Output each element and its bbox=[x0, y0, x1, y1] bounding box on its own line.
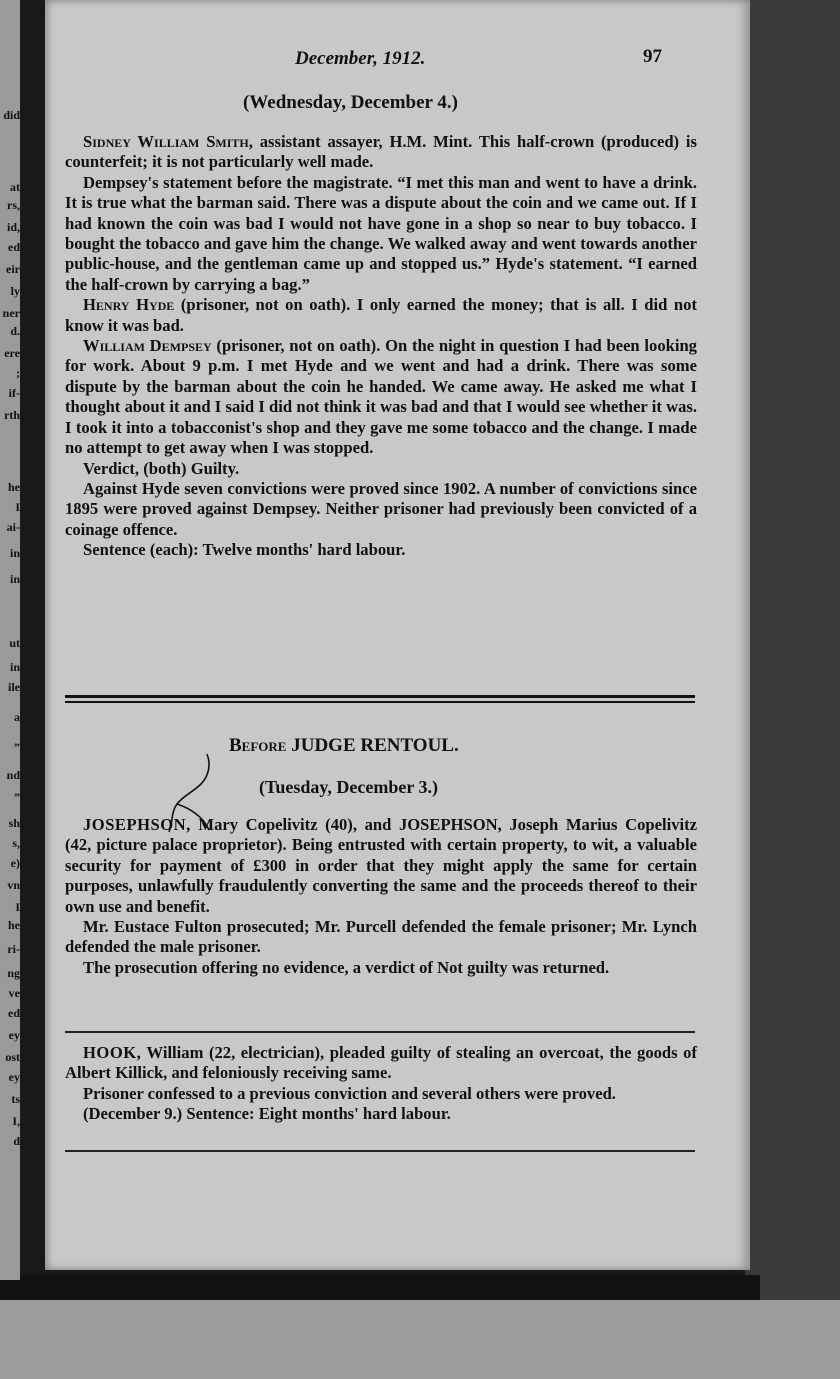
margin-fragment: ey bbox=[8, 1070, 20, 1084]
section-divider-double bbox=[65, 695, 695, 704]
next-page-edge bbox=[0, 1300, 840, 1379]
page-number: 97 bbox=[643, 46, 662, 67]
paragraph-text: William (22, electrician), pleaded guilty of stealing an overcoat, the goods of Albert Killick, and feloniously receiving same. bbox=[65, 1043, 697, 1083]
margin-fragment: eir bbox=[6, 262, 20, 276]
margin-fragment: ve bbox=[8, 986, 20, 1000]
paragraph-text: Dempsey's statement before the magistrate. “I met this man and went to have a drink. It is true what the barman said. There was a dispute about the coin and we came out. If I had known the coin was bad I would not have gone in a shop so near to buy tobacco. I bought the tobacco and gave him the change. We walked away and went towards another public-house, and the gentleman came up and stopped us.” Hyde's statement. “I earned the half-crown by carrying a bag.” bbox=[65, 172, 697, 294]
paragraph bbox=[65, 295, 697, 336]
paragraph-text: Sentence (each): Twelve months' hard labour. bbox=[83, 540, 406, 560]
margin-fragment: in bbox=[9, 546, 20, 560]
margin-fragment: I bbox=[15, 900, 20, 914]
margin-fragment: d bbox=[13, 1134, 20, 1148]
margin-fragment: I bbox=[15, 500, 20, 514]
margin-fragment: ed bbox=[8, 240, 20, 254]
margin-fragment: ile bbox=[8, 680, 20, 694]
paragraph-text: Mary Copelivitz (40), and JOSEPHSON, Joseph Marius Copelivitz (42, picture palace proprietor). Being entrusted with certain property, to wit, a valuable security for payment of £300 in order that they might apply the same for certain purposes, unlawfully fraudulently converting the same and the proceeds thereof to their own use and benefit. bbox=[65, 815, 697, 916]
margin-fragment: if- bbox=[8, 386, 20, 400]
margin-fragment: ri- bbox=[7, 942, 20, 956]
margin-fragment: rth bbox=[4, 408, 20, 422]
paragraph-text: (prisoner, not on oath). On the night in question I had been looking for work. About 9 p.m. I met Hyde and we went and had a drink. There was some dispute by the barman about the coin he handed. We came away. He asked me what I thought about it and I said I did not think it was bad and that I would see whether it was. I took it into a tobacconist's shop and they gave me some tobacco and the change. I made no attempt to get away when I was stopped. bbox=[65, 336, 697, 458]
margin-fragment: did bbox=[3, 108, 20, 122]
paragraph bbox=[65, 815, 697, 917]
sentence bbox=[65, 540, 697, 560]
prisoner-name: William Dempsey bbox=[83, 336, 212, 356]
margin-fragment: a bbox=[14, 710, 20, 724]
trial-record-hook bbox=[65, 1043, 697, 1125]
margin-fragment: at bbox=[10, 180, 20, 194]
margin-fragment: rs, bbox=[7, 198, 20, 212]
trial-record-smith bbox=[65, 132, 697, 561]
page-header bbox=[65, 40, 715, 70]
margin-fragment: ost bbox=[5, 1050, 20, 1064]
margin-fragment: in bbox=[9, 660, 20, 674]
verdict bbox=[65, 459, 697, 479]
sentence bbox=[65, 1104, 697, 1124]
paragraph bbox=[65, 1084, 697, 1104]
paragraph-text: Prisoner confessed to a previous conviction and several others were proved. bbox=[83, 1083, 616, 1103]
paragraph bbox=[65, 958, 697, 978]
margin-fragment: in bbox=[9, 572, 20, 586]
section-divider bbox=[65, 1031, 695, 1033]
paragraph-text: Verdict, (both) Guilty. bbox=[83, 458, 240, 478]
margin-fragment: vn bbox=[7, 878, 20, 892]
paragraph bbox=[65, 173, 697, 295]
prisoner-name: Henry Hyde bbox=[83, 295, 175, 315]
defendant-name: HOOK, bbox=[83, 1043, 142, 1062]
scan-right-margin bbox=[745, 0, 840, 1379]
margin-fragment: id, bbox=[6, 220, 20, 234]
paragraph-text: The prosecution offering no evidence, a verdict of Not guilty was returned. bbox=[83, 957, 610, 977]
paragraph-text: Mr. Eustace Fulton prosecuted; Mr. Purcell defended the female prisoner; Mr. Lynch defended the male prisoner. bbox=[65, 917, 697, 957]
margin-fragment: I, bbox=[12, 1114, 20, 1128]
margin-fragment: ly bbox=[10, 284, 20, 298]
margin-fragment: ere bbox=[4, 346, 20, 360]
judge-heading bbox=[229, 735, 459, 757]
margin-fragment: ; bbox=[16, 366, 20, 380]
trial-record-josephson bbox=[65, 815, 697, 978]
paragraph bbox=[65, 336, 697, 458]
witness-name: Sidney William Smith, bbox=[83, 132, 253, 151]
margin-fragment: ey bbox=[8, 1028, 20, 1042]
heading-text: JUDGE RENTOUL. bbox=[291, 735, 459, 756]
margin-fragment: nd bbox=[6, 768, 20, 782]
section-date: (Tuesday, December 3.) bbox=[259, 777, 438, 797]
paragraph-text: (December 9.) Sentence: Eight months' hard labour. bbox=[83, 1104, 451, 1124]
margin-fragment: ner bbox=[2, 306, 20, 320]
margin-fragment: ts bbox=[11, 1092, 20, 1106]
paragraph bbox=[65, 1043, 697, 1084]
margin-fragment: sh bbox=[8, 816, 20, 830]
previous-page-edge bbox=[0, 0, 20, 1280]
margin-fragment: ut bbox=[9, 636, 20, 650]
paragraph bbox=[65, 479, 697, 540]
paragraph bbox=[65, 917, 697, 958]
section-date: (Wednesday, December 4.) bbox=[243, 92, 458, 113]
margin-fragment: d. bbox=[10, 324, 20, 338]
paragraph-text: assistant assayer, H.M. Mint. This half-crown (produced) is counterfeit; it is not particularly well made. bbox=[65, 132, 697, 172]
margin-fragment: s, bbox=[12, 836, 20, 850]
heading-prefix: Before bbox=[229, 735, 287, 756]
running-head: December, 1912. bbox=[295, 48, 426, 69]
paragraph-text: Against Hyde seven convictions were proved since 1902. A number of convictions since 1895 were proved against Dempsey. Neither prisoner had previously been convicted of a coinage offence. bbox=[65, 478, 697, 539]
paragraph-text: (prisoner, not on oath). I only earned the money; that is all. I did not know it was bad. bbox=[65, 295, 697, 335]
margin-fragment: he bbox=[8, 918, 20, 932]
margin-fragment: ” bbox=[14, 740, 20, 754]
defendant-name: JOSEPHSON, bbox=[83, 815, 191, 834]
margin-fragment: he bbox=[8, 480, 20, 494]
book-page bbox=[45, 0, 750, 1270]
section-divider bbox=[65, 1150, 695, 1152]
margin-fragment: ai- bbox=[6, 520, 20, 534]
margin-fragment: ” bbox=[14, 790, 20, 804]
margin-fragment: ng bbox=[7, 966, 20, 980]
margin-fragment: e) bbox=[10, 856, 20, 870]
margin-fragment: ed bbox=[8, 1006, 20, 1020]
paragraph bbox=[65, 132, 697, 173]
